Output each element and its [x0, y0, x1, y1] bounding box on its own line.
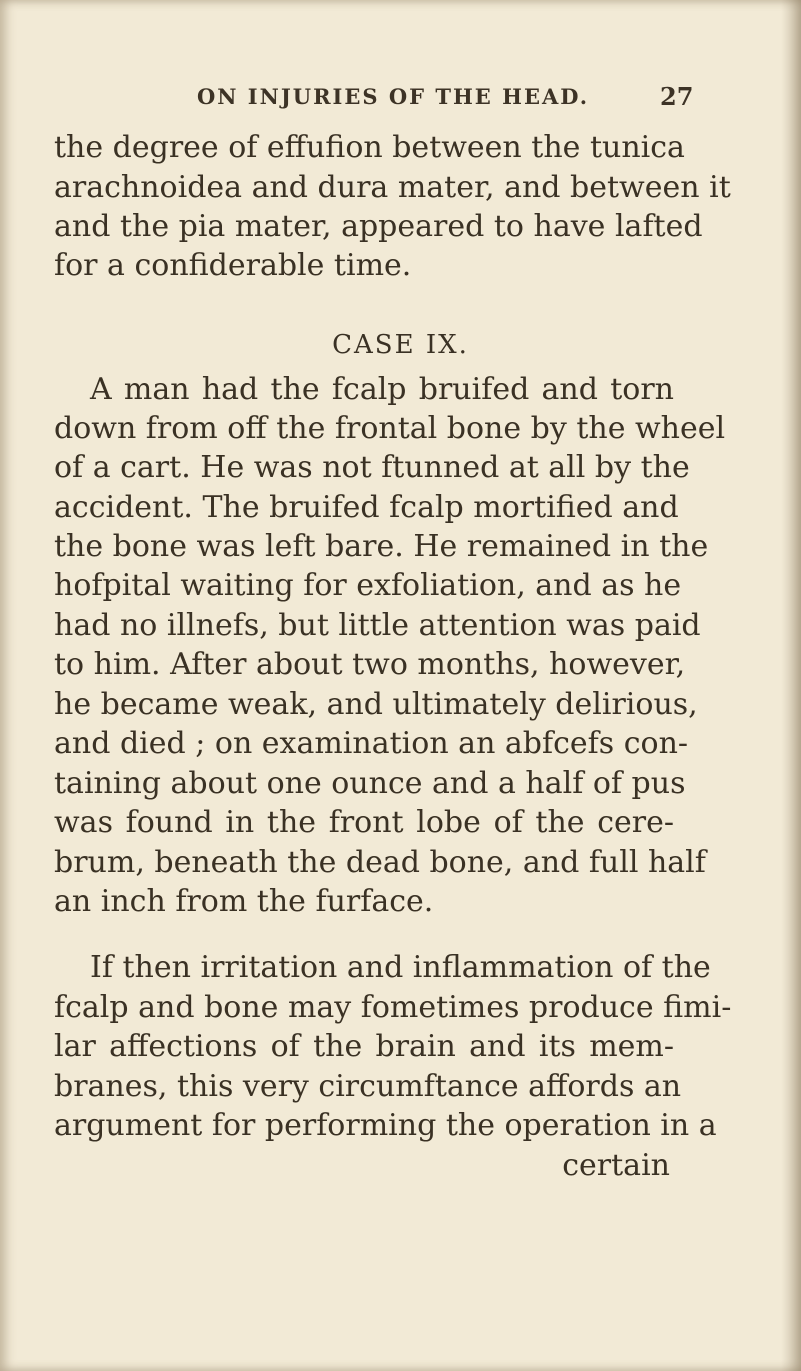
text-line: branes, this very circumftance affords an [54, 1069, 682, 1104]
case-heading: CASE IX. [332, 330, 469, 360]
text-line: argument for performing the operation in a [54, 1108, 717, 1143]
text-line: had no illnefs, but little attention was paid [54, 608, 701, 643]
text-line: If then irritation and inflammation of the [90, 950, 711, 985]
text-line: and died ; on examination an abfcefs con- [54, 726, 689, 761]
text-line: taining about one ounce and a half of pus [54, 766, 686, 801]
text-line: the degree of effufion between the tunica [54, 130, 685, 165]
text-line: for a confiderable time. [54, 248, 412, 283]
text-line: to him. After about two months, however, [54, 647, 686, 682]
text-line: brum, beneath the dead bone, and full half [54, 845, 706, 880]
page-header [0, 80, 801, 112]
running-head: ON INJURIES OF THE HEAD. [197, 84, 590, 109]
text-line: fcalp and bone may fometimes produce fimi- [54, 990, 732, 1025]
text-line: hofpital waiting for exfoliation, and as he [54, 568, 682, 603]
text-line: arachnoidea and dura mater, and between it [54, 170, 731, 205]
text-line: the bone was left bare. He remained in the [54, 529, 709, 564]
text-line: an inch from the furface. [54, 884, 434, 919]
text-line: was found in the front lobe of the cere- [54, 805, 674, 840]
text-line: down from off the frontal bone by the wheel [54, 411, 726, 446]
page-number: 27 [660, 82, 694, 111]
text-line: and the pia mater, appeared to have lafted [54, 209, 703, 244]
text-line: A man had the fcalp bruifed and torn [90, 372, 674, 407]
text-line: he became weak, and ultimately delirious, [54, 687, 698, 722]
page-edge-shadow [781, 0, 801, 1371]
text-line: lar affections of the brain and its mem- [54, 1029, 674, 1064]
text-line: accident. The bruifed fcalp mortified and [54, 490, 679, 525]
text-line: of a cart. He was not ftunned at all by the [54, 450, 690, 485]
catchword: certain [562, 1148, 670, 1183]
